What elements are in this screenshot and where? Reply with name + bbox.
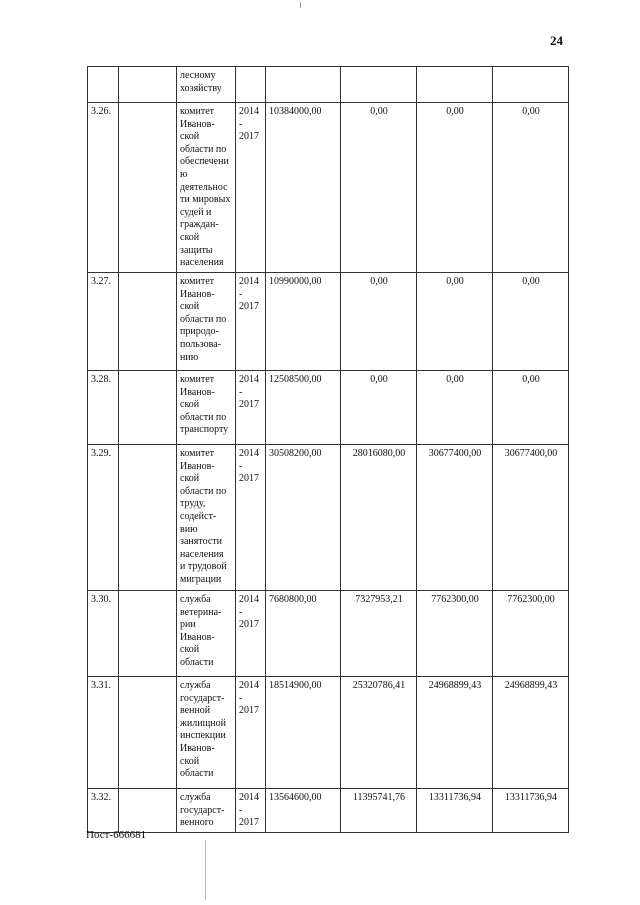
row-number: 3.31. [88, 677, 119, 789]
row-name: комитет Иванов- ской области по обеспечени ю деятельнос ти мировых судей и граждан- ской защиты населения [180, 106, 231, 269]
row-number: 3.29. [88, 445, 119, 591]
row-value-3: 0,00 [417, 371, 493, 445]
row-number: 3.30. [88, 591, 119, 677]
row-value-4 [493, 67, 569, 103]
row-number [88, 67, 119, 103]
table-row [88, 789, 569, 833]
row-value-2: 25320786,41 [341, 677, 417, 789]
row-value-3: 13311736,94 [417, 789, 493, 833]
row-value-1 [266, 67, 341, 103]
row-name: служба государст- венной жилищной инспекции Иванов- ской области [180, 680, 227, 780]
row-value-2: 28016080,00 [341, 445, 417, 591]
table-row [88, 371, 569, 445]
row-name: комитет Иванов- ской области по транспорту [180, 374, 229, 436]
row-period: 2014 - 2017 [239, 276, 259, 313]
row-period: 2014 - 2017 [239, 680, 259, 717]
row-value-2: 11395741,76 [341, 789, 417, 833]
scan-mark [205, 840, 206, 900]
row-value-1: 10990000,00 [266, 273, 341, 371]
row-value-3: 0,00 [417, 103, 493, 273]
empty-cell [119, 677, 177, 789]
row-value-1: 18514900,00 [266, 677, 341, 789]
empty-cell [119, 67, 177, 103]
table-row [88, 677, 569, 789]
table-row [88, 591, 569, 677]
row-value-1: 30508200,00 [266, 445, 341, 591]
row-value-1: 13564600,00 [266, 789, 341, 833]
empty-cell [119, 371, 177, 445]
row-value-1: 10384000,00 [266, 103, 341, 273]
row-period: 2014 - 2017 [239, 106, 259, 143]
budget-table [87, 66, 569, 833]
row-value-2: 0,00 [341, 371, 417, 445]
row-value-4: 7762300,00 [493, 591, 569, 677]
page-number: 24 [550, 33, 563, 48]
row-value-4: 24968899,43 [493, 677, 569, 789]
row-value-1: 7680800,00 [266, 591, 341, 677]
row-period: 2014 - 2017 [239, 792, 259, 829]
row-name: служба ветерина- рии Иванов- ской области [180, 594, 222, 668]
row-value-3: 24968899,43 [417, 677, 493, 789]
row-value-2: 0,00 [341, 273, 417, 371]
row-name: служба государст- венного [180, 792, 225, 829]
row-value-2: 0,00 [341, 103, 417, 273]
row-value-4: 0,00 [493, 103, 569, 273]
row-value-3: 7762300,00 [417, 591, 493, 677]
row-value-4: 13311736,94 [493, 789, 569, 833]
row-number: 3.28. [88, 371, 119, 445]
row-period: 2014 - 2017 [239, 448, 259, 485]
row-period: 2014 - 2017 [239, 374, 259, 411]
row-value-4: 30677400,00 [493, 445, 569, 591]
row-period: 2014 - 2017 [239, 594, 259, 631]
empty-cell [119, 445, 177, 591]
empty-cell [119, 591, 177, 677]
table-row [88, 67, 569, 103]
empty-cell [119, 103, 177, 273]
row-value-3: 0,00 [417, 273, 493, 371]
empty-cell [119, 273, 177, 371]
row-value-4: 0,00 [493, 273, 569, 371]
empty-cell [119, 789, 177, 833]
row-value-4: 0,00 [493, 371, 569, 445]
row-value-1: 12508500,00 [266, 371, 341, 445]
row-value-3 [417, 67, 493, 103]
row-number: 3.32. [88, 789, 119, 833]
row-number: 3.27. [88, 273, 119, 371]
row-name: комитет Иванов- ской области по природо- пользова- нию [180, 276, 227, 363]
row-value-2: 7327953,21 [341, 591, 417, 677]
table-row [88, 273, 569, 371]
document-footer: Пост-666681 [86, 829, 147, 841]
scan-mark [300, 2, 301, 8]
row-number: 3.26. [88, 103, 119, 273]
row-name: лесному хозяйству [180, 70, 222, 94]
table-row [88, 103, 569, 273]
row-value-2 [341, 67, 417, 103]
row-value-3: 30677400,00 [417, 445, 493, 591]
table-row [88, 445, 569, 591]
row-name: комитет Иванов- ской области по труду, содейст- вию занятости населения и трудовой миграции [180, 448, 227, 585]
